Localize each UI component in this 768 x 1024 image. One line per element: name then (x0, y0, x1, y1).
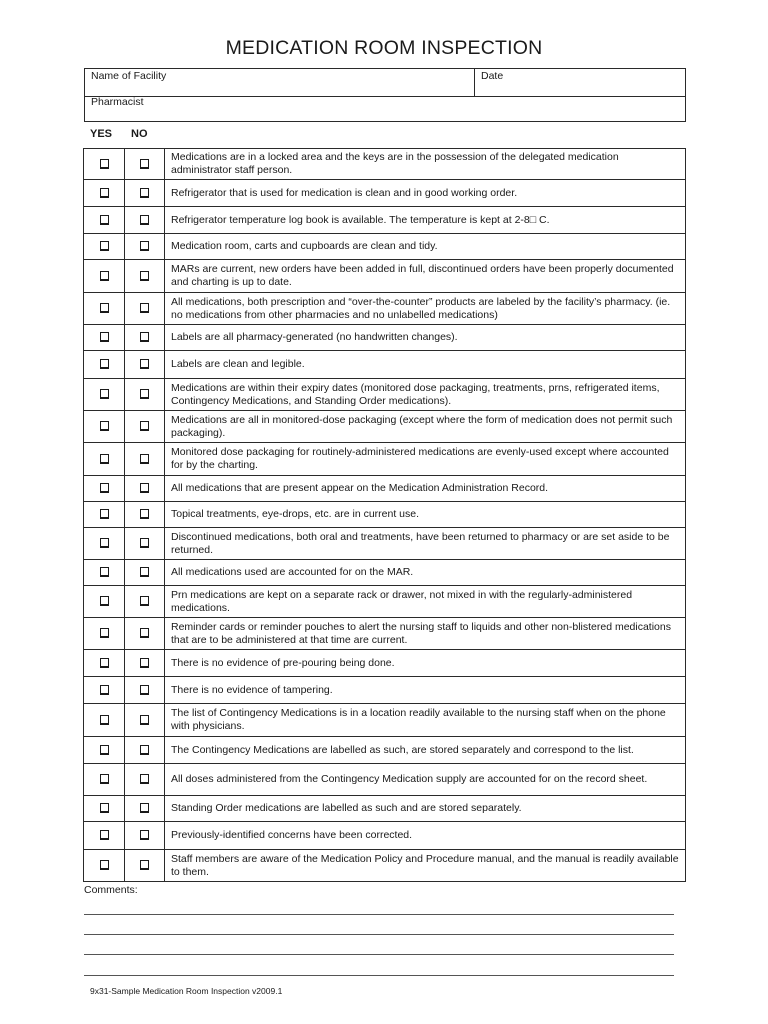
checklist-item-text: Topical treatments, eye-drops, etc. are in current use. (165, 502, 686, 528)
checklist-row (84, 207, 686, 234)
checklist-item-text: All medications used are accounted for on the MAR. (165, 560, 686, 586)
checklist-row (84, 677, 686, 704)
checklist-row (84, 704, 686, 737)
checklist-row (84, 379, 686, 411)
yes-checkbox[interactable] (100, 538, 109, 548)
checklist-item-text: The list of Contingency Medications is in a location readily available to the nursing staff when on the phone with physicians. (165, 704, 686, 737)
yes-cell (84, 502, 125, 528)
no-checkbox[interactable] (140, 658, 149, 668)
checklist-row (84, 560, 686, 586)
no-checkbox[interactable] (140, 774, 149, 784)
yes-checkbox[interactable] (100, 745, 109, 755)
comment-line[interactable] (84, 975, 674, 976)
checklist-item-text: Labels are all pharmacy-generated (no handwritten changes). (165, 325, 686, 351)
yes-cell (84, 260, 125, 293)
no-checkbox[interactable] (140, 803, 149, 813)
no-cell (125, 234, 165, 260)
no-cell (125, 149, 165, 180)
no-checkbox[interactable] (140, 628, 149, 638)
no-cell (125, 618, 165, 650)
checklist-item-text: Medications are within their expiry dates (monitored dose packaging, treatments, prns, refrigerated items, Contingency Medications, and Standing Order medications). (165, 379, 686, 411)
no-cell (125, 796, 165, 822)
checklist-row (84, 822, 686, 850)
checklist-item-text: Staff members are aware of the Medication Policy and Procedure manual, and the manual is readily available to them. (165, 850, 686, 882)
no-checkbox[interactable] (140, 860, 149, 870)
checklist-item-text: Prn medications are kept on a separate rack or drawer, not mixed in with the regularly-administered medications. (165, 586, 686, 618)
checklist-item-text: Labels are clean and legible. (165, 351, 686, 379)
no-checkbox[interactable] (140, 359, 149, 369)
yes-cell (84, 704, 125, 737)
checklist-item-text: All medications, both prescription and “over-the-counter” products are labeled by the facility’s pharmacy. (ie. no medications from other pharmacies and no unlabelled medications) (165, 293, 686, 325)
yes-cell (84, 764, 125, 796)
yes-checkbox[interactable] (100, 241, 109, 251)
yes-checkbox[interactable] (100, 159, 109, 169)
checklist-item-text: Medications are in a locked area and the keys are in the possession of the delegated medication administrator staff person. (165, 149, 686, 180)
yes-checkbox[interactable] (100, 509, 109, 519)
yes-cell (84, 650, 125, 677)
checklist-row (84, 618, 686, 650)
yes-cell (84, 207, 125, 234)
yes-checkbox[interactable] (100, 421, 109, 431)
checklist-row (84, 180, 686, 207)
no-checkbox[interactable] (140, 332, 149, 342)
checklist-row (84, 737, 686, 764)
yes-checkbox[interactable] (100, 454, 109, 464)
no-checkbox[interactable] (140, 421, 149, 431)
no-cell (125, 351, 165, 379)
no-checkbox[interactable] (140, 215, 149, 225)
no-cell (125, 764, 165, 796)
yes-cell (84, 476, 125, 502)
yes-checkbox[interactable] (100, 567, 109, 577)
yes-checkbox[interactable] (100, 685, 109, 695)
yes-cell (84, 293, 125, 325)
checklist-item-text: There is no evidence of pre-pouring being done. (165, 650, 686, 677)
no-column-header: NO (131, 128, 148, 140)
footer-text: 9x31-Sample Medication Room Inspection v2009.1 (90, 986, 283, 996)
yes-cell (84, 149, 125, 180)
no-cell (125, 650, 165, 677)
checklist-item-text: Medications are all in monitored-dose packaging (except where the form of medication does not permit such packaging). (165, 411, 686, 443)
no-checkbox[interactable] (140, 241, 149, 251)
yes-checkbox[interactable] (100, 658, 109, 668)
no-cell (125, 476, 165, 502)
yes-cell (84, 737, 125, 764)
checklist-row (84, 149, 686, 180)
no-checkbox[interactable] (140, 567, 149, 577)
checklist-item-text: MARs are current, new orders have been added in full, discontinued orders have been properly documented and charting is up to date. (165, 260, 686, 293)
checklist-item-text: Refrigerator that is used for medication is clean and in good working order. (165, 180, 686, 207)
no-checkbox[interactable] (140, 509, 149, 519)
pharmacist-field-label[interactable]: Pharmacist (91, 96, 144, 108)
no-cell (125, 677, 165, 704)
yes-cell (84, 850, 125, 882)
no-cell (125, 822, 165, 850)
yes-cell (84, 180, 125, 207)
yes-cell (84, 528, 125, 560)
no-checkbox[interactable] (140, 454, 149, 464)
no-cell (125, 325, 165, 351)
yes-checkbox[interactable] (100, 332, 109, 342)
checklist-row (84, 476, 686, 502)
checklist-item-text: Discontinued medications, both oral and treatments, have been returned to pharmacy or are set aside to be returned. (165, 528, 686, 560)
yes-checkbox[interactable] (100, 359, 109, 369)
no-cell (125, 502, 165, 528)
no-checkbox[interactable] (140, 685, 149, 695)
checklist-item-text: Standing Order medications are labelled as such and are stored separately. (165, 796, 686, 822)
comments-label: Comments: (84, 884, 138, 896)
checklist-row (84, 650, 686, 677)
checklist-row (84, 260, 686, 293)
checklist-row (84, 351, 686, 379)
yes-cell (84, 325, 125, 351)
facility-field-label[interactable]: Name of Facility (91, 70, 167, 82)
no-checkbox[interactable] (140, 830, 149, 840)
comment-line[interactable] (84, 914, 674, 915)
no-cell (125, 586, 165, 618)
yes-checkbox[interactable] (100, 596, 109, 606)
yes-checkbox[interactable] (100, 715, 109, 725)
no-cell (125, 180, 165, 207)
no-cell (125, 260, 165, 293)
checklist-item-text: The Contingency Medications are labelled as such, are stored separately and correspond to the list. (165, 737, 686, 764)
checklist-row (84, 586, 686, 618)
yes-cell (84, 234, 125, 260)
yes-checkbox[interactable] (100, 803, 109, 813)
no-cell (125, 207, 165, 234)
yes-cell (84, 411, 125, 443)
no-cell (125, 737, 165, 764)
checklist-item-text: Monitored dose packaging for routinely-administered medications are evenly-used except where accounted for by the charting. (165, 443, 686, 476)
header-divider (474, 69, 475, 96)
comment-line[interactable] (84, 954, 674, 955)
no-checkbox[interactable] (140, 389, 149, 399)
checklist-item-text: There is no evidence of tampering. (165, 677, 686, 704)
no-checkbox[interactable] (140, 188, 149, 198)
no-cell (125, 560, 165, 586)
checklist-item-text: Refrigerator temperature log book is available. The temperature is kept at 2-8□ C. (165, 207, 686, 234)
yes-cell (84, 379, 125, 411)
no-checkbox[interactable] (140, 715, 149, 725)
checklist-row (84, 796, 686, 822)
checklist-row (84, 411, 686, 443)
yes-checkbox[interactable] (100, 188, 109, 198)
yes-cell (84, 796, 125, 822)
checklist-row (84, 325, 686, 351)
no-checkbox[interactable] (140, 538, 149, 548)
yes-checkbox[interactable] (100, 303, 109, 313)
no-checkbox[interactable] (140, 303, 149, 313)
no-checkbox[interactable] (140, 596, 149, 606)
checklist-row (84, 850, 686, 882)
no-cell (125, 528, 165, 560)
checklist-row (84, 443, 686, 476)
yes-cell (84, 677, 125, 704)
yes-column-header: YES (90, 128, 113, 140)
no-cell (125, 704, 165, 737)
yes-checkbox[interactable] (100, 483, 109, 493)
yes-checkbox[interactable] (100, 860, 109, 870)
no-cell (125, 443, 165, 476)
yes-cell (84, 822, 125, 850)
no-cell (125, 850, 165, 882)
checklist-table (83, 148, 686, 882)
page-title: MEDICATION ROOM INSPECTION (225, 37, 543, 59)
yes-checkbox[interactable] (100, 271, 109, 281)
checklist-row (84, 234, 686, 260)
checklist-item-text: Reminder cards or reminder pouches to alert the nursing staff to liquids and other non-blistered medications that are to be administered at that time are current. (165, 618, 686, 650)
checklist-item-text: Medication room, carts and cupboards are clean and tidy. (165, 234, 686, 260)
comment-line[interactable] (84, 934, 674, 935)
yes-checkbox[interactable] (100, 389, 109, 399)
no-cell (125, 293, 165, 325)
yes-cell (84, 586, 125, 618)
checklist-row (84, 528, 686, 560)
checklist-item-text: All medications that are present appear on the Medication Administration Record. (165, 476, 686, 502)
no-checkbox[interactable] (140, 159, 149, 169)
yes-checkbox[interactable] (100, 215, 109, 225)
yes-cell (84, 443, 125, 476)
yes-cell (84, 560, 125, 586)
checklist-item-text: All doses administered from the Contingency Medication supply are accounted for on the record sheet. (165, 764, 686, 796)
no-cell (125, 411, 165, 443)
yes-cell (84, 618, 125, 650)
yes-checkbox[interactable] (100, 774, 109, 784)
no-checkbox[interactable] (140, 483, 149, 493)
checklist-item-text: Previously-identified concerns have been corrected. (165, 822, 686, 850)
checklist-row (84, 293, 686, 325)
yes-cell (84, 351, 125, 379)
no-checkbox[interactable] (140, 745, 149, 755)
header-box (84, 68, 686, 122)
checklist-row (84, 502, 686, 528)
header-row-facility (85, 69, 685, 97)
no-cell (125, 379, 165, 411)
yes-checkbox[interactable] (100, 830, 109, 840)
date-field-label[interactable]: Date (481, 70, 504, 82)
checklist-row (84, 764, 686, 796)
no-checkbox[interactable] (140, 271, 149, 281)
yes-checkbox[interactable] (100, 628, 109, 638)
